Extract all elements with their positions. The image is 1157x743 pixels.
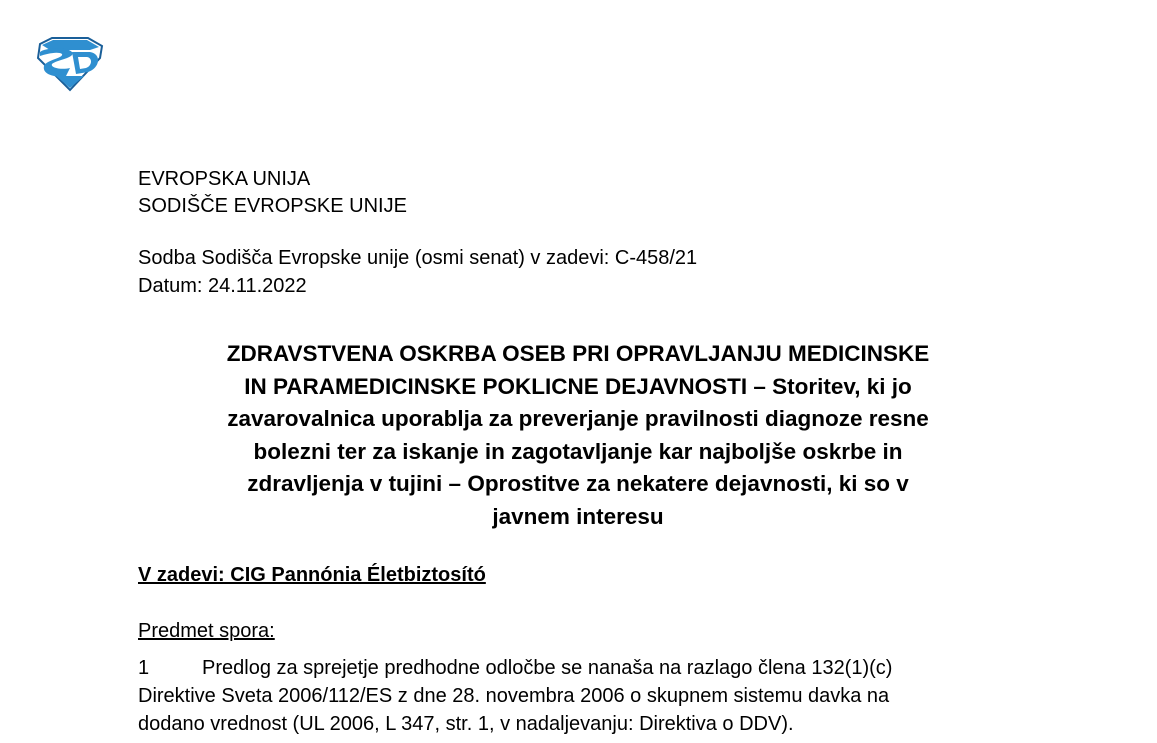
paragraph-line: Direktive Sveta 2006/112/ES z dne 28. novembra 2006 o skupnem sistemu davka na	[138, 685, 890, 707]
paragraph-1	[138, 654, 1038, 738]
summary-line: javnem interesu	[492, 503, 664, 529]
case-info	[138, 244, 697, 300]
subject-heading: Predmet spora:	[138, 620, 275, 642]
institution-line-2: SODIŠČE EVROPSKE UNIJE	[138, 195, 407, 217]
summary-line: bolezni ter za iskanje in zagotavljanje kar najboljše oskrbe in	[253, 438, 903, 464]
parties-heading: V zadevi: CIG Pannónia Életbiztosító	[138, 564, 486, 586]
judgment-date: Datum: 24.11.2022	[138, 275, 307, 297]
paragraph-text: Predlog za sprejetje predhodne odločbe se nanaša na razlago člena 132(1)(c)	[202, 657, 893, 679]
paragraph-line	[138, 654, 1038, 682]
court-logo-icon	[32, 36, 106, 92]
institution-header	[138, 166, 407, 220]
summary-line: zdravljenja v tujini – Oprostitve za nekatere dejavnosti, ki so v	[247, 471, 909, 496]
case-summary-heading	[138, 338, 1018, 533]
judgment-reference: Sodba Sodišča Evropske unije (osmi senat) v zadevi: C-458/21	[138, 247, 698, 269]
paragraph-number: 1	[138, 657, 150, 679]
summary-line: ZDRAVSTVENA OSKRBA OSEB PRI OPRAVLJANJU MEDICINSKE	[226, 341, 930, 366]
institution-line-1: EVROPSKA UNIJA	[138, 168, 311, 190]
summary-line: zavarovalnica uporablja za preverjanje pravilnosti diagnoze resne	[227, 406, 929, 431]
summary-line: IN PARAMEDICINSKE POKLICNE DEJAVNOSTI – Storitev, ki jo	[244, 373, 912, 399]
paragraph-line: dodano vrednost (UL 2006, L 347, str. 1, v nadaljevanju: Direktiva o DDV).	[138, 713, 794, 735]
